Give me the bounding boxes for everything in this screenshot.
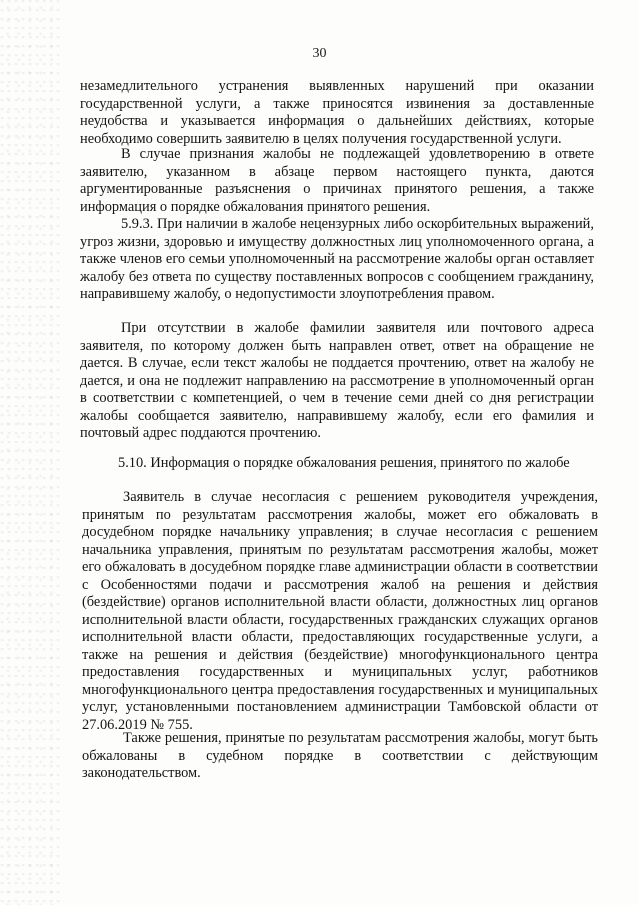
paragraph-text: незамедлительного устранения выявленных нарушений при оказании государственной услуги, а также приносятся извинения за доставленные неудобства и указывается информация о дальнейших действиях, которые необходимо совершить заявителю в целях получения государственной услуги. [80,78,594,147]
scan-edge-noise [0,0,60,905]
paragraph-text: Заявитель в случае несогласия с решением руководителя учреждения, принятым по результатам рассмотрения жалобы, может его обжаловать в досудебном порядке начальнику управления; в случае несогласия с решением начальника управления, принятым по результатам рассмотрения жалобы, может его обжаловать в досудебном порядке главе администрации области в соответствии с Особенностями подачи и рассмотрения жалоб на решения и действия (бездействие) органов исполнительной власти области, должностных лиц органов исполнительной власти области, государственных гражданских служащих органов исполнительной власти области, предоставляющих государственные услуги, а также на решения и действия (бездействие) многофункционального центра предоставления государственных и муниципальных услуг, работников многофункционального центра предоставления государственных и муниципальных услуг, установленными постановлением администрации Тамбовской области от 27.06.2019 № 755. [82,489,598,733]
paragraph-5-9-3 [80,216,594,304]
paragraph-text: В случае признания жалобы не подлежащей удовлетворению в ответе заявителю, указанном в абзаце первом настоящего пункта, даются аргументированные разъяснения о причинах принятого решения, а также информация о порядке обжалования принятого решения. [80,146,594,215]
paragraph-missing-address [80,320,594,443]
paragraph-court-appeal [82,730,598,783]
paragraph-appeal-procedure [82,489,598,734]
paragraph-refusal-answer [80,146,594,216]
paragraph-text: 5.9.3. При наличии в жалобе нецензурных либо оскорбительных выражений, угроз жизни, здоровью и имуществу должностных лиц уполномоченного органа, а также членов его семьи уполномоченный на рассмотрение жалобы орган оставляет жалобу без ответа по существу поставленных вопросов с сообщением гражданину, направившему жалобу, о недопустимости злоупотребления правом. [80,216,594,302]
page-number: 30 [312,46,327,61]
section-heading-5-10: 5.10. Информация о порядке обжалования решения, принятого по жалобе [118,455,570,471]
paragraph-continuation [80,78,594,148]
paragraph-text: Также решения, принятые по результатам рассмотрения жалобы, могут быть обжалованы в судебном порядке в соответствии с действующим законодательством. [82,730,598,781]
paragraph-text: При отсутствии в жалобе фамилии заявителя или почтового адреса заявителя, по которому должен быть направлен ответ, ответ на обращение не дается. В случае, если текст жалобы не поддается прочтению, ответ на жалобу не дается, и она не подлежит направлению на рассмотрение в уполномоченный орган в соответствии с компетенцией, о чем в течение семи дней со дня регистрации жалобы сообщается заявителю, направившему жалобу, если его фамилия и почтовый адрес поддаются прочтению. [80,320,594,441]
